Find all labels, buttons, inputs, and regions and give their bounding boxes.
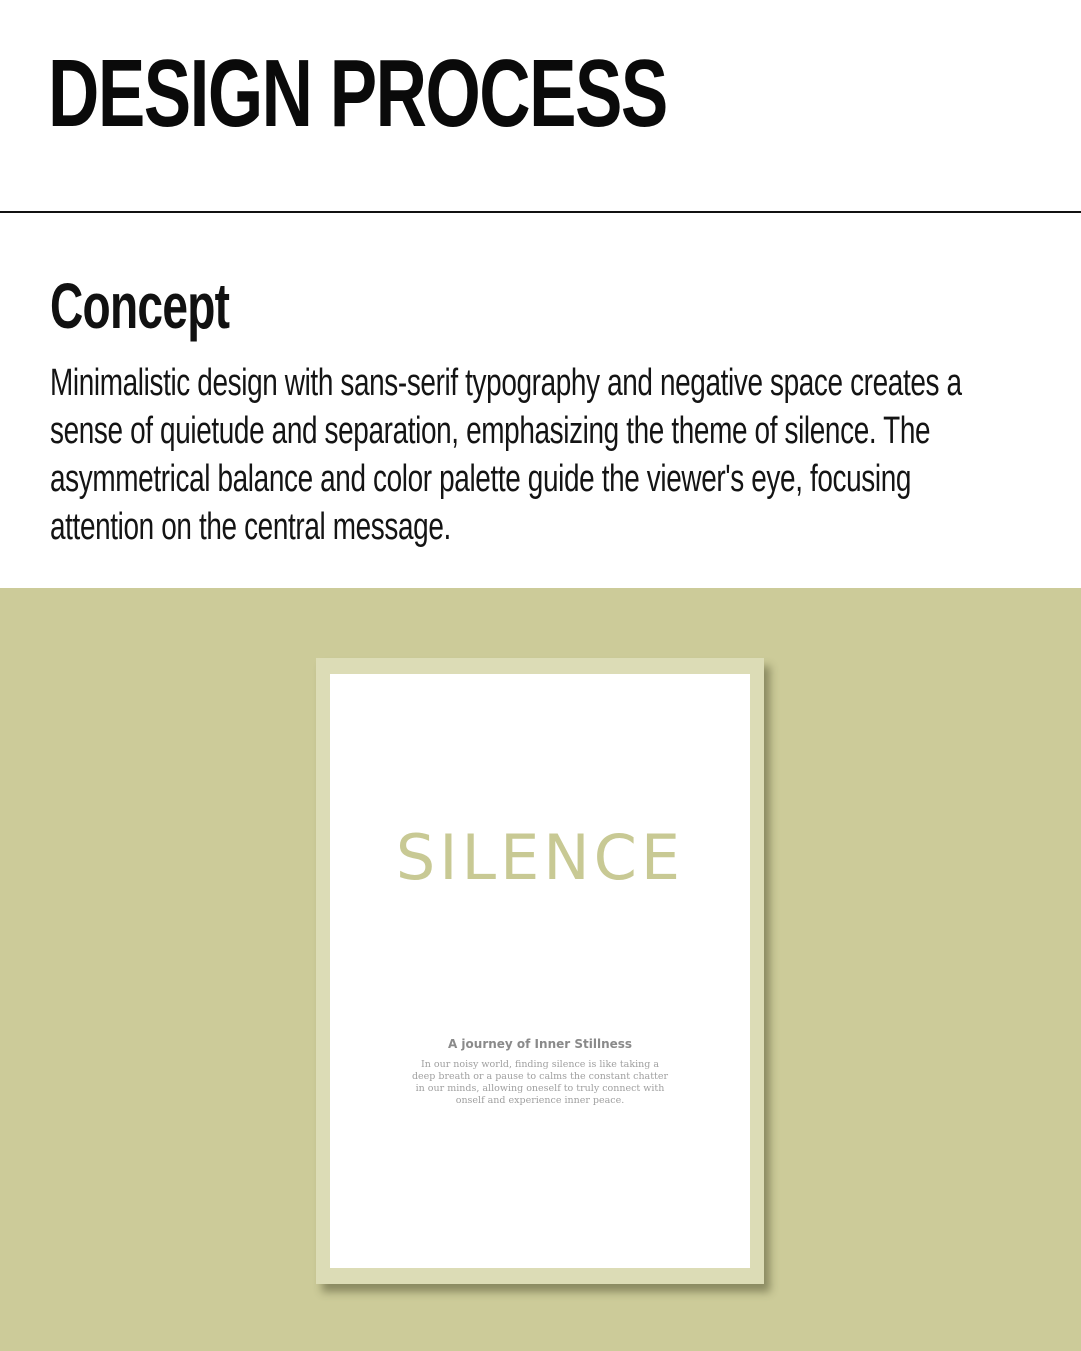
poster-page	[330, 674, 750, 1268]
poster-mockup	[316, 658, 764, 1284]
poster-subtitle: A journey of Inner Stillness	[447, 1037, 633, 1051]
divider	[0, 211, 1081, 213]
concept-description: Minimalistic design with sans-serif typography and negative space creates a sense of quietude and separation, emphasizing the theme of silence. The asymmetrical balance and color palette guide the viewer's eye, focusing attention on the central message.	[50, 362, 962, 548]
page-title: DESIGN PROCESS	[48, 40, 667, 147]
concept-heading: Concept	[50, 270, 230, 342]
poster-title: SILENCE	[395, 821, 685, 894]
poster-body-text: In our noisy world, finding silence is like taking a deep breath or a pause to calms the constant chatter in our minds, allowing oneself to truly connect with onself and experience inner peace.	[411, 1059, 669, 1106]
poster-showcase	[0, 588, 1081, 1351]
header	[0, 0, 1081, 213]
